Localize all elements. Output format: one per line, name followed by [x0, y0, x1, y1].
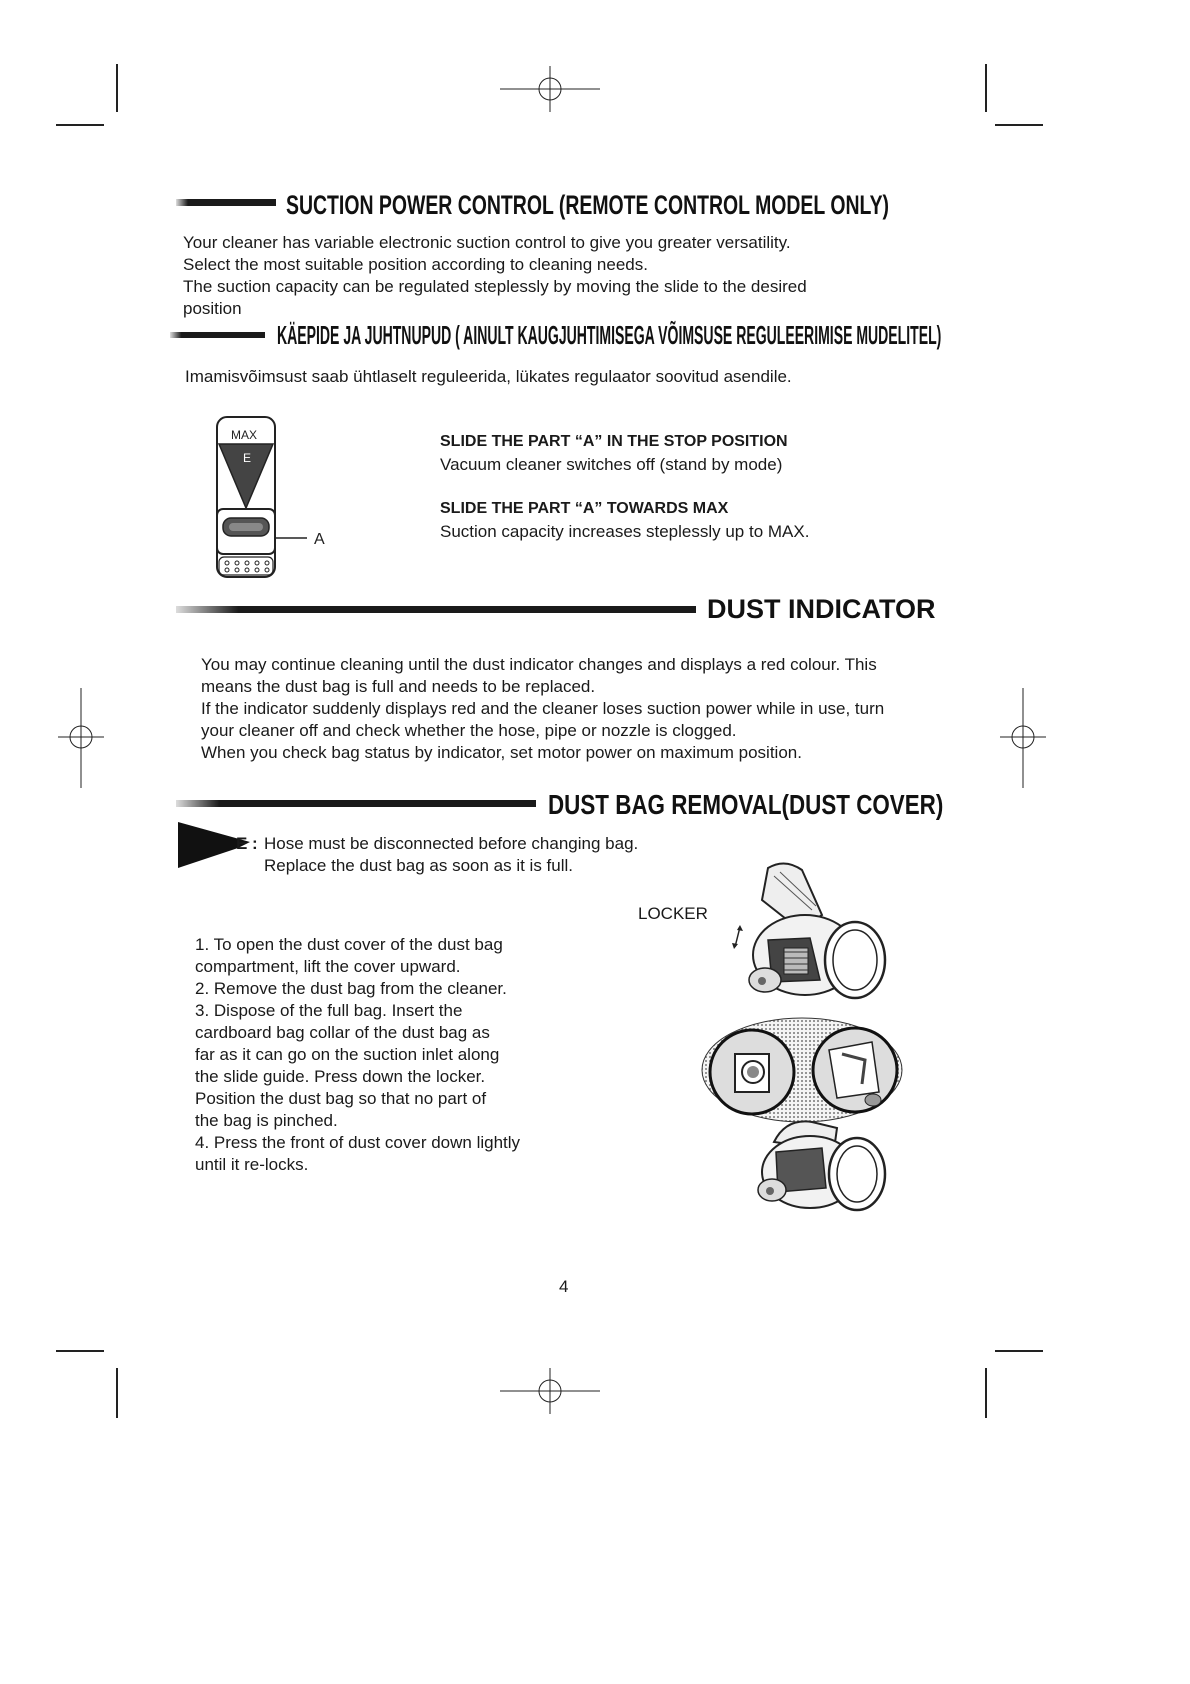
section-rule-suction [176, 199, 276, 206]
dust-indicator-line: means the dust bag is full and needs to be replaced. [201, 677, 596, 696]
page-number: 4 [559, 1277, 569, 1296]
dust-bag-title: DUST BAG REMOVAL(DUST COVER) [548, 789, 944, 820]
registration-mark-top [500, 66, 600, 116]
registration-mark-left [56, 688, 106, 788]
section-rule-dust-bag [176, 800, 536, 807]
dust-indicator-title: DUST INDICATOR [707, 594, 936, 624]
max-text: Suction capacity increases steplessly up to MAX. [440, 522, 810, 541]
suction-title: SUCTION POWER CONTROL (REMOTE CONTROL MODEL ONLY) [286, 190, 890, 220]
dust-indicator-line: If the indicator suddenly displays red and the cleaner loses suction power while in use, turn [201, 699, 885, 718]
dust-bag-steps [195, 934, 520, 1176]
note-line: Replace the dust bag as soon as it is full. [264, 856, 574, 875]
suction-line: Your cleaner has variable electronic suction control to give you greater versatility. [183, 233, 791, 252]
step-line: until it re-locks. [195, 1155, 309, 1174]
estonian-text: Imamisvõimsust saab ühtlaselt reguleerida, lükates regulaator soovitud asendile. [185, 367, 792, 386]
slider-max-label: MAX [231, 428, 258, 442]
suction-line: The suction capacity can be regulated steplessly by moving the slide to the desired [183, 277, 807, 296]
estonian-title: KÄEPIDE JA JUHTNUPUD ( AINULT KAUGJUHTIMISEGA VÕIMSUSE REGULEERIMISE MUDELITEL) [277, 320, 942, 350]
dust-indicator-line: When you check bag status by indicator, set motor power on maximum position. [201, 743, 802, 762]
suction-line: Select the most suitable position according to cleaning needs. [183, 255, 648, 274]
vacuum-open-cover-illustration [740, 860, 890, 1010]
section-rule-estonian [170, 332, 265, 338]
step-line: 4. Press the front of dust cover down lightly [195, 1133, 521, 1152]
suction-text [183, 232, 807, 320]
step-line: 3. Dispose of the full bag. Insert the [195, 1001, 463, 1020]
step-line: 2. Remove the dust bag from the cleaner. [195, 979, 507, 998]
step-line: 1. To open the dust cover of the dust bag [195, 935, 503, 954]
slider-e-label: E [243, 451, 252, 465]
suction-slider-illustration [195, 412, 325, 587]
registration-mark-bottom [500, 1368, 600, 1418]
step-line: the slide guide. Press down the locker. [195, 1067, 486, 1086]
stop-text: Vacuum cleaner switches off (stand by mode) [440, 455, 783, 474]
slider-part-a-label: A [314, 531, 325, 548]
note-label: E : [236, 834, 258, 853]
dust-indicator-line: your cleaner off and check whether the hose, pipe or nozzle is clogged. [201, 721, 737, 740]
section-rule-dust-indicator [176, 606, 696, 613]
max-heading: SLIDE THE PART “A” TOWARDS MAX [440, 500, 729, 517]
note-line: Hose must be disconnected before changing bag. [264, 834, 639, 853]
step-line: cardboard bag collar of the dust bag as [195, 1023, 490, 1042]
dust-indicator-line: You may continue cleaning until the dust indicator changes and displays a red colour. This [201, 655, 877, 674]
stop-heading: SLIDE THE PART “A” IN THE STOP POSITION [440, 433, 788, 450]
suction-line: position [183, 299, 242, 318]
dust-indicator-text [201, 654, 884, 764]
step-line: compartment, lift the cover upward. [195, 957, 461, 976]
vacuum-closed-cover-illustration [752, 1108, 892, 1218]
locker-label: LOCKER [638, 904, 708, 923]
step-line: Position the dust bag so that no part of [195, 1089, 487, 1108]
registration-mark-right [998, 688, 1048, 788]
step-line: the bag is pinched. [195, 1111, 338, 1130]
step-line: far as it can go on the suction inlet along [195, 1045, 500, 1064]
